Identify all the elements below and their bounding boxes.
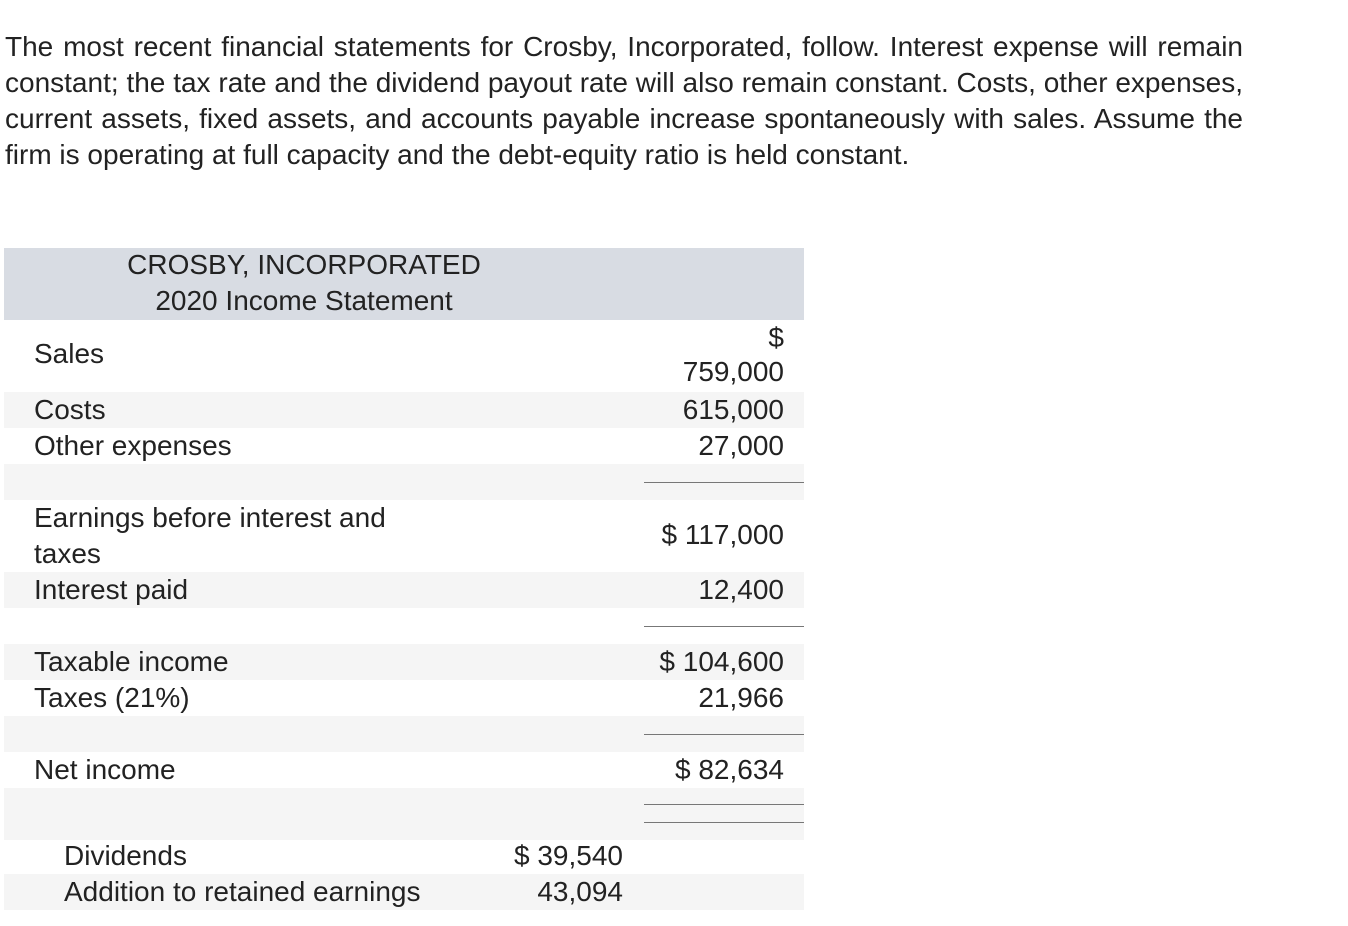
dividends-label: Dividends <box>64 840 187 871</box>
interest-row <box>4 572 804 608</box>
other-expenses-value: 27,000 <box>698 430 784 461</box>
taxable-income-label: Taxable income <box>34 646 229 677</box>
interest-value: 12,400 <box>698 574 784 605</box>
income-statement-table <box>4 248 804 907</box>
net-income-row <box>4 752 804 788</box>
retained-earnings-value: 43,094 <box>537 876 623 907</box>
dividends-value: $ 39,540 <box>514 840 623 871</box>
sales-label: Sales <box>34 338 105 369</box>
sales-currency: $ <box>768 322 784 353</box>
costs-row <box>4 392 804 428</box>
statement-title: 2020 Income Statement <box>155 285 453 316</box>
taxes-label: Taxes (21%) <box>34 682 190 713</box>
company-name: CROSBY, INCORPORATED <box>127 249 481 280</box>
subtotal-rule <box>644 626 804 627</box>
subtotal-rule <box>644 734 804 735</box>
ebit-value: $ 117,000 <box>661 519 784 550</box>
costs-value: 615,000 <box>682 394 784 425</box>
taxable-income-value: $ 104,600 <box>659 646 784 677</box>
costs-label: Costs <box>34 394 106 425</box>
ebit-label-line1: Earnings before interest and <box>34 502 386 533</box>
taxable-income-row <box>4 644 804 680</box>
ebit-label-line2: taxes <box>34 538 101 569</box>
spacer-row <box>4 788 804 840</box>
ebit-row <box>4 500 804 572</box>
dividends-row <box>4 838 804 874</box>
net-income-value: $ 82,634 <box>675 754 784 785</box>
net-income-label: Net income <box>34 754 176 785</box>
interest-label: Interest paid <box>34 574 189 605</box>
taxes-row <box>4 680 804 716</box>
total-rule-bottom <box>644 822 804 823</box>
other-expenses-row <box>4 428 804 464</box>
retained-earnings-row <box>4 874 804 910</box>
statement-header <box>4 248 804 320</box>
taxes-value: 21,966 <box>698 682 784 713</box>
subtotal-rule <box>644 482 804 483</box>
total-rule-top <box>644 804 804 805</box>
retained-earnings-label: Addition to retained earnings <box>64 876 421 907</box>
sales-row <box>4 320 804 392</box>
sales-value: 759,000 <box>682 356 784 387</box>
other-expenses-label: Other expenses <box>34 430 232 461</box>
problem-intro: The most recent financial statements for Crosby, Incorporated, follow. Interest expense will remain constant; the tax rate and the dividend payout rate will also remain constant. Costs, other expenses, current assets, fixed assets, and accounts payable increase spontaneously with sales. Assume the firm is operating at full capacity and the debt-equity ratio is held constant. <box>5 31 1243 170</box>
